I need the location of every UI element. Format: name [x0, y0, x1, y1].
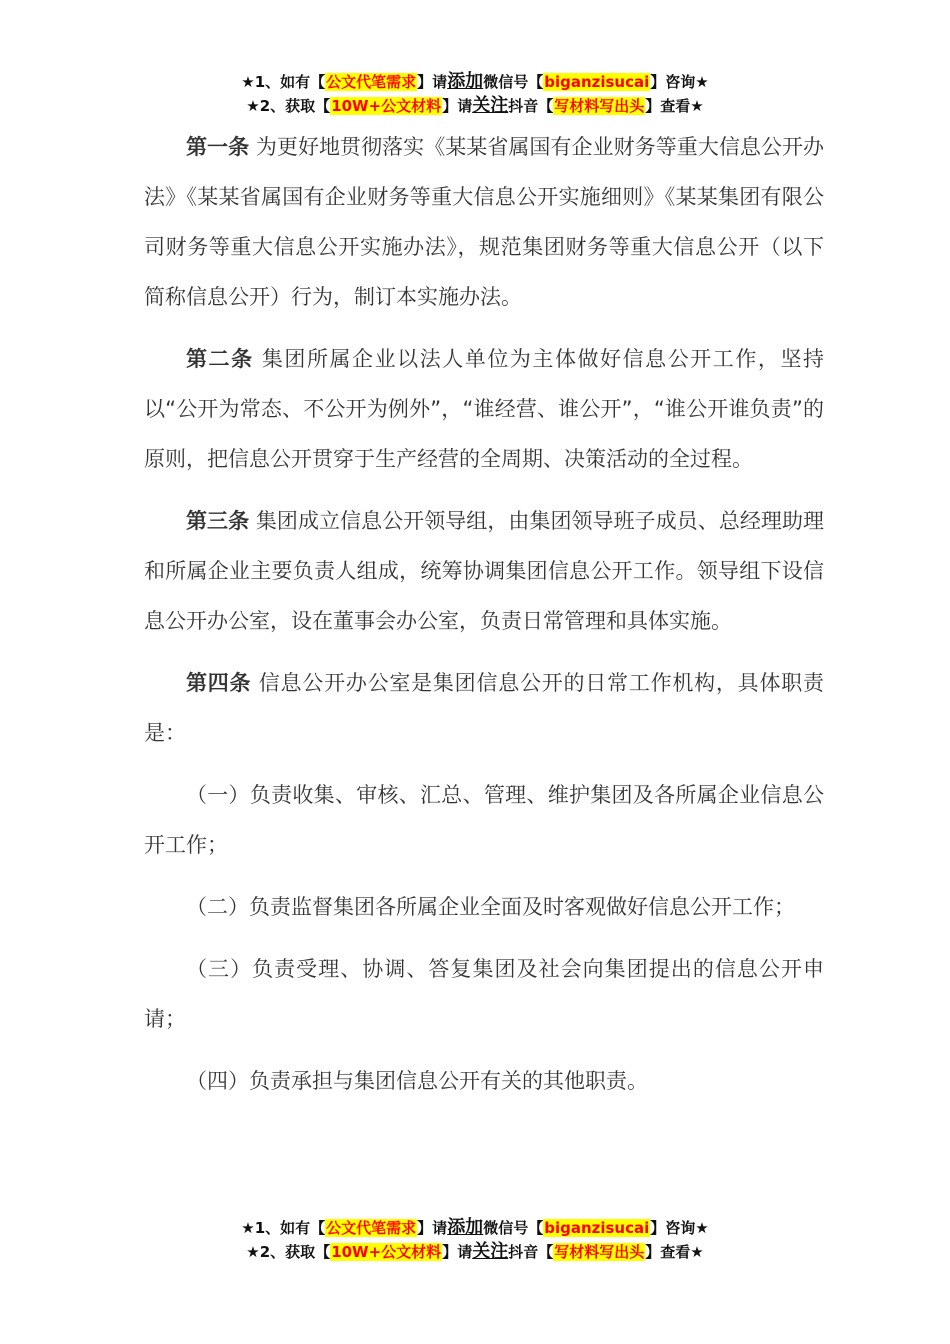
emphasis-add: 添加: [447, 71, 484, 92]
star-icon: ★: [695, 73, 709, 91]
article-text: 为更好地贯彻落实《某某省属国有企业财务等重大信息公开办法》《某某省属国有企业财务等重大信息公开实施细则》《某某集团有限公司财务等重大信息公开实施办法》，规范集团财务等重大信息公开（以下简称信息公开）行为，制订本实施办法。: [144, 135, 824, 309]
article-text: 集团所属企业以法人单位为主体做好信息公开工作，坚持以“公开为常态、不公开为例外”，“谁经营、谁公开”，“谁公开谁负责”的原则，把信息公开贯穿于生产经营的全周期、决策活动的全过程。: [144, 347, 824, 471]
highlight-service: 公文代笔需求: [326, 73, 417, 91]
promo-line-2: ★2、获取【10W+公文材料】请关注抖音【写材料写出头】查看★: [246, 1241, 704, 1262]
highlight-wechat-id: biganzisucai: [544, 1219, 650, 1237]
article-text: 集团成立信息公开领导组，由集团领导班子成员、总经理助理和所属企业主要负责人组成，统筹协调集团信息公开工作。领导组下设信息公开办公室，设在董事会办公室，负责日常管理和具体实施。: [144, 509, 824, 633]
emphasis-follow: 关注: [472, 95, 509, 116]
star-icon: ★: [690, 1243, 704, 1261]
star-icon: ★: [241, 1219, 255, 1237]
highlight-douyin-id: 写材料写出头: [554, 1243, 645, 1261]
article-4: [144, 658, 824, 758]
document-body: [144, 122, 824, 1118]
promo-banner-top: [0, 70, 950, 118]
promo-banner-bottom: [0, 1216, 950, 1264]
article-label: 第一条: [186, 135, 250, 159]
article-1: [144, 122, 824, 322]
article-label: 第四条: [186, 671, 252, 695]
duty-item: （二）负责监督集团各所属企业全面及时客观做好信息公开工作；: [186, 895, 795, 919]
star-icon: ★: [241, 73, 255, 91]
article-3: [144, 496, 824, 646]
star-icon: ★: [695, 1219, 709, 1237]
highlight-wechat-id: biganzisucai: [544, 73, 650, 91]
duty-item: （一）负责收集、审核、汇总、管理、维护集团及各所属企业信息公开工作；: [144, 783, 824, 857]
emphasis-add: 添加: [447, 1217, 484, 1238]
promo-line-1: ★1、如有【公文代笔需求】请添加微信号【biganzisucai】咨询★: [241, 1217, 709, 1238]
star-icon: ★: [246, 1243, 260, 1261]
highlight-materials: 10W+公文材料: [331, 1243, 442, 1261]
article-label: 第三条: [186, 509, 250, 533]
article-label: 第二条: [186, 347, 254, 371]
highlight-service: 公文代笔需求: [326, 1219, 417, 1237]
highlight-douyin-id: 写材料写出头: [554, 97, 645, 115]
star-icon: ★: [246, 97, 260, 115]
promo-line-2: ★2、获取【10W+公文材料】请关注抖音【写材料写出头】查看★: [246, 95, 704, 116]
promo-line-1: ★1、如有【公文代笔需求】请添加微信号【biganzisucai】咨询★: [241, 71, 709, 92]
article-2: [144, 334, 824, 484]
highlight-materials: 10W+公文材料: [331, 97, 442, 115]
duty-item: （四）负责承担与集团信息公开有关的其他职责。: [186, 1069, 648, 1093]
duty-item: （三）负责受理、协调、答复集团及社会向集团提出的信息公开申请；: [144, 957, 824, 1031]
emphasis-follow: 关注: [472, 1241, 509, 1262]
star-icon: ★: [690, 97, 704, 115]
article-text: 信息公开办公室是集团信息公开的日常工作机构，具体职责是：: [144, 671, 824, 745]
